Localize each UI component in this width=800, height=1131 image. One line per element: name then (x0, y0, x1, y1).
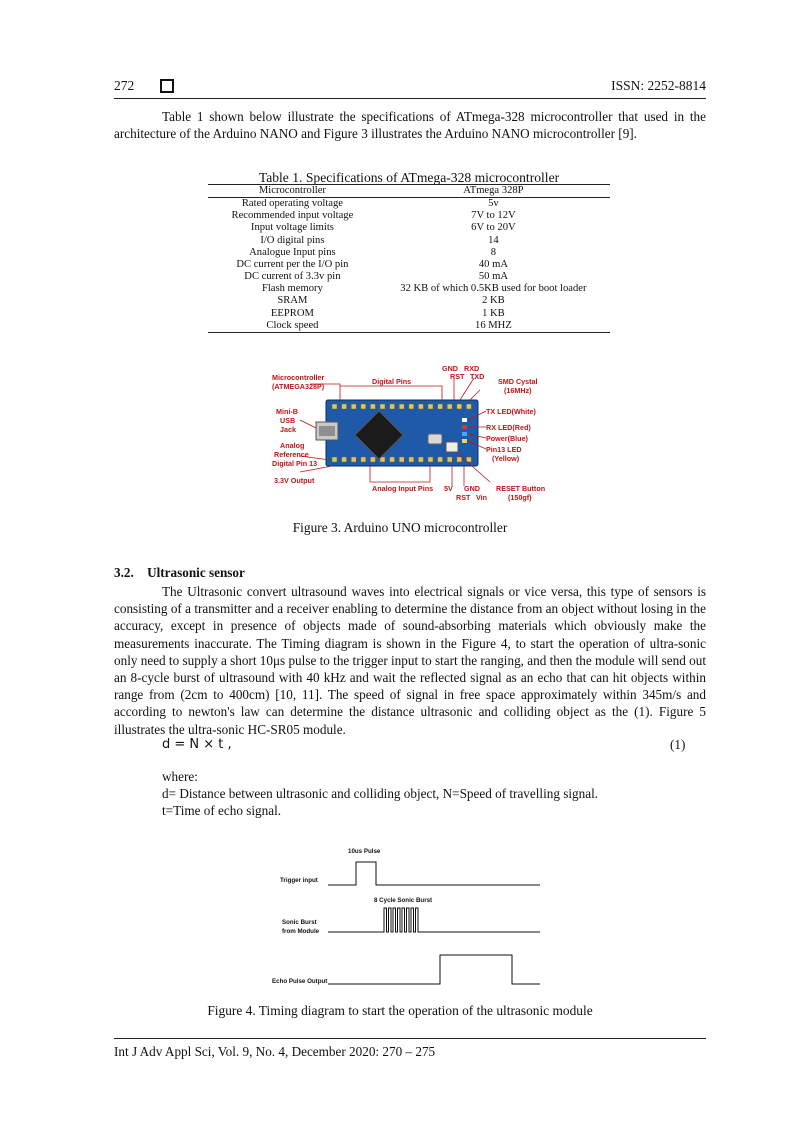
top-header-pin (390, 404, 395, 409)
table-row (208, 247, 610, 259)
section-heading (114, 565, 245, 581)
spec-name-cell: DC current of 3.3v pin (244, 271, 341, 283)
equation: d = N × t , (162, 737, 232, 752)
label-sonic-burst-sub: from Module (282, 928, 320, 935)
table-row (208, 271, 610, 283)
reset-button (446, 442, 458, 452)
bottom-header-pin (361, 457, 366, 462)
table-row (208, 283, 610, 295)
bottom-header-pin (466, 457, 471, 462)
top-header-pin (457, 404, 462, 409)
label-mini-usb: Mini-B (276, 407, 298, 416)
bottom-header-pin (399, 457, 404, 462)
spec-name-cell: Input voltage limits (250, 222, 334, 234)
label-power-led: Power(Blue) (486, 434, 528, 443)
timing-diagram (270, 840, 550, 990)
top-header-pin (380, 404, 385, 409)
top-header-pin (351, 404, 356, 409)
spec-value-cell: 1 KB (482, 307, 505, 319)
bottom-header-pin (351, 457, 356, 462)
top-header-pin (361, 404, 366, 409)
spec-value-cell: 40 mA (478, 258, 508, 270)
top-header-pin (332, 404, 337, 409)
spec-name-cell: SRAM (277, 295, 308, 307)
pin13-led (462, 439, 467, 443)
bottom-header-pin (342, 457, 347, 462)
label-txd: TXD (470, 372, 485, 381)
intro-paragraph: Table 1 shown below illustrate the specifications of ATmega-328 microcontroller that used in the architecture of the Arduino NANO and Figure 3 illustrates the Arduino NANO microcontroller [9]. (114, 109, 706, 142)
table-row (208, 222, 610, 234)
label-digital-pin13: Digital Pin 13 (272, 459, 318, 468)
bottom-header-pin (428, 457, 433, 462)
label-echo-output: Echo Pulse Output (272, 978, 328, 985)
spec-value-cell: 16 MHZ (377, 320, 610, 333)
label-3v3-output: 3.3V Output (274, 476, 315, 485)
spec-name-cell: Analogue Input pins (249, 246, 336, 258)
spec-value-cell: 50 mA (478, 271, 508, 283)
label-rst-bottom: RST (456, 493, 471, 502)
label-gnd-top: GND (442, 364, 458, 373)
label-reference: Reference (274, 450, 309, 459)
bottom-header-pin (457, 457, 462, 462)
label-5v: 5V (444, 484, 453, 493)
table-row (208, 259, 610, 271)
column-header: ATmega 328P (377, 185, 610, 198)
label-reset-button-sub: (150gf) (508, 493, 532, 502)
spec-name-cell: EEPROM (270, 307, 314, 319)
table-row (208, 235, 610, 247)
where-line-2: t=Time of echo signal. (162, 803, 282, 819)
table-row (208, 295, 610, 307)
bottom-header-pin (418, 457, 423, 462)
usb-port (319, 426, 335, 436)
label-8-cycle-burst: 8 Cycle Sonic Burst (374, 897, 433, 904)
spec-name-cell: Recommended input voltage (231, 210, 354, 222)
spec-value-cell: 14 (488, 234, 499, 246)
section-title: Ultrasonic sensor (147, 565, 245, 580)
arduino-nano-figure (270, 364, 550, 510)
top-header-pin (409, 404, 414, 409)
equation-number: (1) (670, 737, 686, 752)
label-rx-led: RX LED(Red) (486, 423, 531, 432)
trigger-waveform (328, 862, 540, 885)
echo-waveform (328, 955, 540, 984)
label-gnd-bottom: GND (464, 484, 480, 493)
label-microcontroller-sub: (ATMEGA328P) (272, 382, 325, 391)
table-row (208, 198, 610, 211)
footer-rule (114, 1038, 706, 1039)
top-header-pin (428, 404, 433, 409)
bottom-header-pin (390, 457, 395, 462)
spec-name-cell: DC current per the I/O pin (236, 258, 349, 270)
top-header-pin (342, 404, 347, 409)
label-vin: Vin (476, 493, 488, 502)
column-header: Microcontroller (208, 185, 377, 198)
spec-value-cell: 7V to 12V (471, 210, 516, 222)
section-number: 3.2. (114, 565, 134, 580)
label-pin13-led: Pin13 LED (486, 445, 522, 454)
label-sonic-burst: Sonic Burst (282, 919, 317, 926)
label-smd-crystal-sub: (16MHz) (504, 386, 532, 395)
table-row (208, 210, 610, 222)
bottom-header-pin (438, 457, 443, 462)
bottom-header-pin (370, 457, 375, 462)
spec-name-cell: Clock speed (208, 320, 377, 333)
label-trigger-input: Trigger input (280, 877, 318, 884)
crystal (428, 434, 442, 444)
label-digital-pins: Digital Pins (372, 377, 412, 386)
board (326, 400, 478, 466)
spec-name-cell: I/O digital pins (260, 234, 325, 246)
header-square-icon (160, 79, 174, 93)
label-rst-top: RST (450, 372, 465, 381)
label-analog: Analog (280, 441, 305, 450)
bottom-header-pin (332, 457, 337, 462)
spec-value-cell: 6V to 20V (471, 222, 516, 234)
spec-name-cell: Rated operating voltage (241, 198, 344, 210)
bottom-header-pin (447, 457, 452, 462)
label-microcontroller: Microcontroller (272, 373, 325, 382)
label-pin13-led-sub: (Yellow) (492, 454, 520, 463)
table-row (208, 308, 610, 320)
header-rule (114, 98, 706, 99)
where-block (162, 768, 598, 820)
table-row (208, 320, 610, 333)
figure3-caption: Figure 3. Arduino UNO microcontroller (292, 520, 508, 535)
bottom-header-pin (409, 457, 414, 462)
top-header-pin (438, 404, 443, 409)
spec-value-cell: 32 KB of which 0.5KB used for boot loader (400, 283, 587, 295)
spec-name-cell: Flash memory (261, 283, 323, 295)
label-jack: Jack (280, 425, 296, 434)
issn: ISSN: 2252-8814 (611, 78, 706, 93)
burst-waveform (328, 908, 540, 932)
power-led (462, 432, 467, 436)
tx-led (462, 418, 467, 422)
top-header-pin (418, 404, 423, 409)
top-header-pin (370, 404, 375, 409)
spec-value-cell: 8 (490, 246, 497, 258)
label-tx-led: TX LED(White) (486, 407, 536, 416)
label-analog-input-pins: Analog Input Pins (372, 484, 434, 493)
table-header-row (208, 185, 610, 198)
label-usb: USB (280, 416, 296, 425)
where-label: where: (162, 769, 198, 784)
top-header-pin (466, 404, 471, 409)
footer-citation: Int J Adv Appl Sci, Vol. 9, No. 4, December 2020: 270 – 275 (114, 1044, 436, 1059)
where-line-1: d= Distance between ultrasonic and colliding object, N=Speed of travelling signal. (162, 786, 599, 802)
table-title: Table 1. Specifications of ATmega-328 microcontroller (258, 170, 560, 185)
rx-led (462, 425, 467, 429)
spec-value-cell: 2 KB (482, 295, 505, 307)
figure4-caption: Figure 4. Timing diagram to start the operation of the ultrasonic module (207, 1003, 593, 1018)
label-rxd: RXD (464, 364, 480, 373)
label-smd-crystal: SMD Cystal (498, 377, 538, 386)
section-paragraph: The Ultrasonic convert ultrasound waves into electrical signals or vice versa, this type of sensors is consisting of a transmitter and a receiver enabling to determine the distance from an object without losing in the accuracy, except in presence of objects made of sound-absorbing materials which obviously make the measurements inaccurate. The Timing diagram is shown in the Figure 4, to start the operation of ultra-sonic only need to supply a short 10μs pulse to the trigger input to start the ranging, and then the module will send out an 8-cycle burst of ultrasound with 40 kHz and wait the reflected signal as an echo that can hit objects within range from (2cm to 400cm) [10, 11]. The speed of signal in free space approximately within 345m/s and according to newton's law can determine the distance ultrasonic and colliding object as the (1). Figure 5 illustrates the ultra-sonic HC-SR05 module. (114, 584, 706, 737)
spec-value-cell: 5v (488, 198, 499, 210)
top-header-pin (447, 404, 452, 409)
label-10us-pulse: 10us Pulse (348, 848, 381, 855)
page-number: 272 (114, 78, 135, 93)
spec-table (208, 184, 610, 333)
label-reset-button: RESET Button (496, 484, 546, 493)
top-header-pin (399, 404, 404, 409)
